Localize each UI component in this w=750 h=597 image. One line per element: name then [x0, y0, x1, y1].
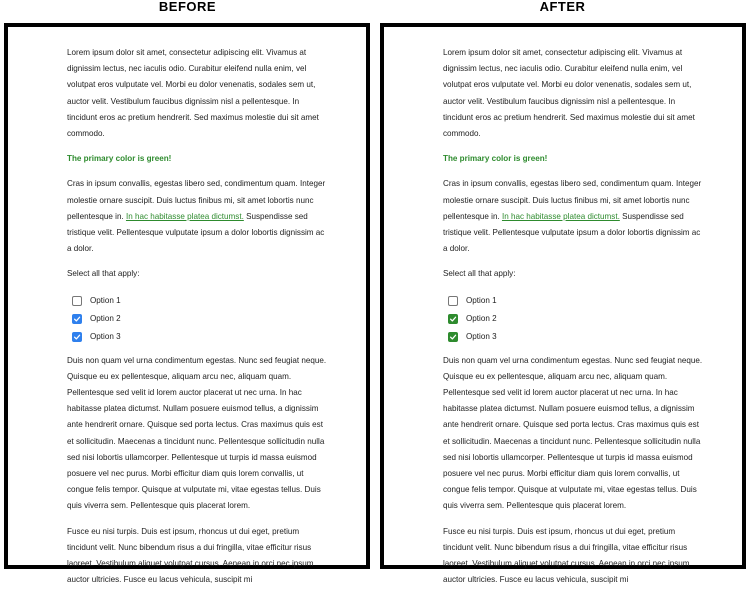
after-content: [443, 45, 703, 597]
paragraph-3: Duis non quam vel urna condimentum egestas. Nunc sed feugiat neque. Quisque eu ex pellentesque, aliquam arcu nec, aliquam quam. Pellentesque sed velit id lorem auctor placerat ut nec urna. In hac habitasse platea dictumst. Nullam posuere euismod tellus, a dignissim ante hendrerit ornare. Quisque sed porta lectus. Cras maximus quis est et sollicitudin. Maecenas a tincidunt nunc. Pellentesque sollicitudin nulla sed nisi lobortis ullamcorper. Pellentesque ut turpis id massa euismod posuere vel nec purus. Morbi efficitur diam quis lorem convallis, ut congue felis tempor. Quisque at vulputate mi, vitae egestas tellus. Duis quis viverra sem. Pellentesque quis placerat lorem.: [67, 355, 327, 511]
checkbox-unchecked[interactable]: [72, 296, 82, 306]
after-panel: [380, 23, 746, 585]
select-label: Select all that apply:: [67, 269, 140, 279]
paragraph-4: Fusce eu nisi turpis. Duis est ipsum, rhoncus ut dui eget, pretium tincidunt velit. Nunc bibendum risus a dui fringilla, vitae efficitur risus laoreet. Vestibulum aliquet volutpat cursus. Aenean in orci nec ipsum auctor ultricies. Fusce eu lacus vehicula, suscipit mi: [443, 526, 690, 585]
option-3[interactable]: [72, 328, 327, 346]
option-2[interactable]: [448, 310, 703, 328]
select-label: Select all that apply:: [443, 269, 516, 279]
check-icon: [449, 315, 457, 323]
primary-color-heading: The primary color is green!: [67, 154, 172, 164]
habitasse-link[interactable]: In hac habitasse platea dictumst.: [125, 211, 244, 221]
paragraph-2: [67, 176, 327, 257]
check-icon: [449, 333, 457, 341]
before-title: BEFORE: [158, 0, 217, 14]
checkbox-checked[interactable]: [448, 314, 458, 324]
after-title: AFTER: [539, 0, 586, 14]
option-label: Option 3: [466, 331, 497, 341]
options-group: [67, 292, 327, 346]
options-group: [443, 292, 703, 346]
paragraph-2-end: Suspendisse sed tristique velit. Pellentesque vulputate ipsum a dolor lobortis dignissim ac a dolor.: [443, 211, 701, 254]
option-label: Option 1: [90, 295, 121, 305]
paragraph-2-start: Cras in ipsum convallis, egestas libero sed, condimentum quam. Integer molestie ornare suscipit. Duis luctus finibus mi, sit amet lobortis nunc pellentesque in.: [67, 179, 326, 221]
option-label: Option 2: [90, 313, 121, 323]
option-1[interactable]: [448, 292, 703, 310]
paragraph-1: Lorem ipsum dolor sit amet, consectetur adipiscing elit. Vivamus at dignissim lectus, nec iaculis odio. Curabitur eleifend nulla enim, vel volutpat eros vulputate vel. Morbi eu dolor venenatis, sodales sem ut, auctor velit. Vestibulum faucibus dignissim nisl a pellentesque. In tincidunt eros ac pretium hendrerit. Sed maximus molestie dui sit amet commodo.: [67, 48, 319, 139]
paragraph-3: Duis non quam vel urna condimentum egestas. Nunc sed feugiat neque. Quisque eu ex pellentesque, aliquam arcu nec, aliquam quam. Pellentesque sed velit id lorem auctor placerat ut nec urna. In hac habitasse platea dictumst. Nullam posuere euismod tellus, a dignissim ante hendrerit ornare. Quisque sed porta lectus. Cras maximus quis est et sollicitudin. Maecenas a tincidunt nunc. Pellentesque sollicitudin nulla sed nisi lobortis ullamcorper. Pellentesque ut turpis id massa euismod posuere vel nec purus. Morbi efficitur diam quis lorem convallis, ut congue felis tempor. Quisque at vulputate mi, vitae egestas tellus. Duis quis viverra sem. Pellentesque quis placerat lorem.: [443, 355, 703, 511]
checkbox-checked[interactable]: [448, 332, 458, 342]
paragraph-1: Lorem ipsum dolor sit amet, consectetur adipiscing elit. Vivamus at dignissim lectus, nec iaculis odio. Curabitur eleifend nulla enim, vel volutpat eros vulputate vel. Morbi eu dolor venenatis, sodales sem ut, auctor velit. Vestibulum faucibus dignissim nisl a pellentesque. In tincidunt eros ac pretium hendrerit. Sed maximus molestie dui sit amet commodo.: [443, 48, 695, 139]
checkbox-unchecked[interactable]: [448, 296, 458, 306]
option-2[interactable]: [72, 310, 327, 328]
option-label: Option 3: [90, 331, 121, 341]
option-label: Option 2: [466, 313, 497, 323]
habitasse-link[interactable]: In hac habitasse platea dictumst.: [501, 211, 620, 221]
check-icon: [73, 333, 81, 341]
option-label: Option 1: [466, 295, 497, 305]
before-panel: [4, 23, 370, 585]
check-icon: [73, 315, 81, 323]
primary-color-heading: The primary color is green!: [443, 154, 548, 164]
checkbox-checked[interactable]: [72, 314, 82, 324]
checkbox-checked[interactable]: [72, 332, 82, 342]
option-3[interactable]: [448, 328, 703, 346]
paragraph-2-end: Suspendisse sed tristique velit. Pellentesque vulputate ipsum a dolor lobortis dignissim ac a dolor.: [67, 211, 325, 254]
paragraph-4: Fusce eu nisi turpis. Duis est ipsum, rhoncus ut dui eget, pretium tincidunt velit. Nunc bibendum risus a dui fringilla, vitae efficitur risus laoreet. Vestibulum aliquet volutpat cursus. Aenean in orci nec ipsum auctor ultricies. Fusce eu lacus vehicula, suscipit mi: [67, 526, 314, 585]
paragraph-2-start: Cras in ipsum convallis, egestas libero sed, condimentum quam. Integer molestie ornare suscipit. Duis luctus finibus mi, sit amet lobortis nunc pellentesque in.: [443, 179, 702, 221]
before-content: [67, 45, 327, 597]
paragraph-2: [443, 176, 703, 257]
option-1[interactable]: [72, 292, 327, 310]
